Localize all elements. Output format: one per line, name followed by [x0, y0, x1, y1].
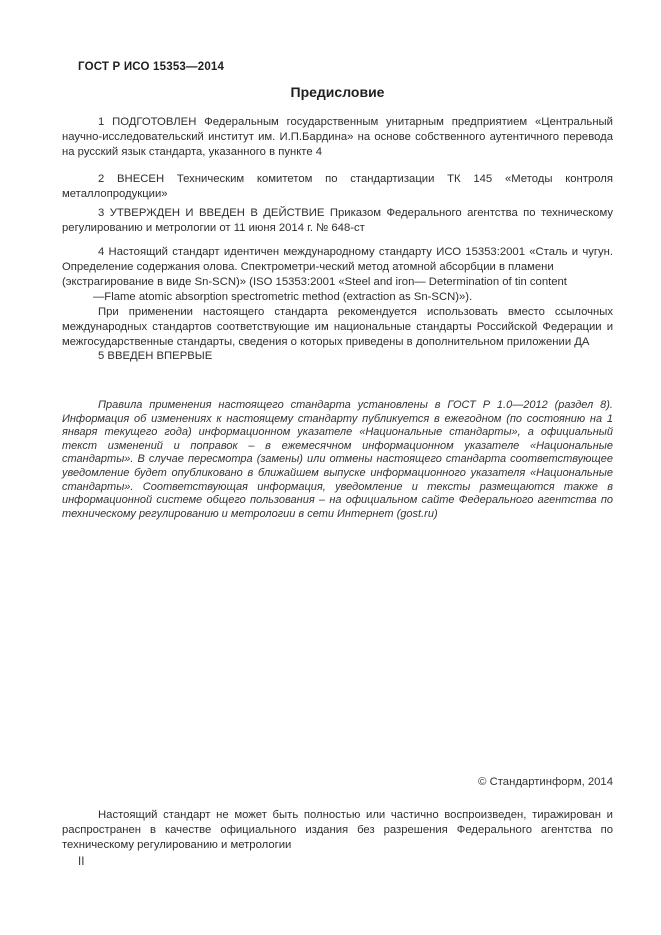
clause4-line-2: Определение содержания олова. Спектрометри-ческий метод атомной абсорбции в пламени [62, 261, 554, 273]
clause4-line-1: 4 Настоящий стандарт идентичен международному стандарту ИСО 15353:2001 «Сталь и чугун. [98, 246, 613, 258]
clause4-line-3: (экстрагирование в виде Sn-SCN)» (ISO 15353:2001 «Steel and iron— Determination of tin content [62, 276, 567, 288]
foreword-clause-4 [62, 245, 613, 350]
clause4-application-paragraph: При применении настоящего стандарта рекомендуется использовать вместо ссылочных международных стандартов соответствующие им национальные стандарты Российской Федерации и межгосударственные стандарты, сведения о которых приведены в дополнительном приложении ДА [62, 306, 613, 348]
foreword-clause-2: 2 ВНЕСЕН Техническим комитетом по стандартизации ТК 145 «Методы контроля металлопродукции» [62, 173, 613, 200]
foreword-clause-1: 1 ПОДГОТОВЛЕН Федеральным государственным унитарным предприятием «Центральный научно-исследовательский институт им. И.П.Бардина» на основе собственного аутентичного перевода на русский язык стандарта, указанного в пункте 4 [62, 116, 613, 158]
document-code: ГОСТ Р ИСО 15353—2014 [78, 61, 225, 73]
foreword-clause-5: 5 ВВЕДЕН ВПЕРВЫЕ [98, 350, 213, 362]
copyright-line: © Стандартинформ, 2014 [478, 776, 613, 788]
foreword-clause-3: 3 УТВЕРЖДЕН И ВВЕДЕН В ДЕЙСТВИЕ Приказом Федерального агентства по техническому регулированию и метрологии от 11 июня 2014 г. № 648-ст [62, 207, 613, 234]
page-number: II [78, 856, 85, 868]
page-title: Предисловие [290, 84, 385, 100]
rules-of-application-note: Правила применения настоящего стандарта установлены в ГОСТ Р 1.0—2012 (раздел 8). Информация об изменениях к настоящему стандарту публикуется в ежегодном (по состоянию на 1 января текущего года) информационном указателе «Национальные стандарты», а официальный текст изменений и поправок – в ежемесячном информационном указателе «Национальные стандарты». В случае пересмотра (замены) или отмены настоящего стандарта соответствующее уведомление будет опубликовано в ближайшем выпуске информационного указателя «Национальные стандарты». Соответствующая информация, уведомление и тексты размещаются также в информационной системе общего пользования – на официальном сайте Федерального агентства по техническому регулированию и метрологии в сети Интернет (gost.ru) [62, 399, 613, 520]
clause4-line-4: —Flame atomic absorption spectrometric method (extraction as Sn-SCN)»). [93, 291, 473, 303]
reproduction-restriction-paragraph: Настоящий стандарт не может быть полностью или частично воспроизведен, тиражирован и распространен в качестве официального издания без разрешения Федерального агентства по техническому регулированию и метрологии [62, 809, 613, 851]
